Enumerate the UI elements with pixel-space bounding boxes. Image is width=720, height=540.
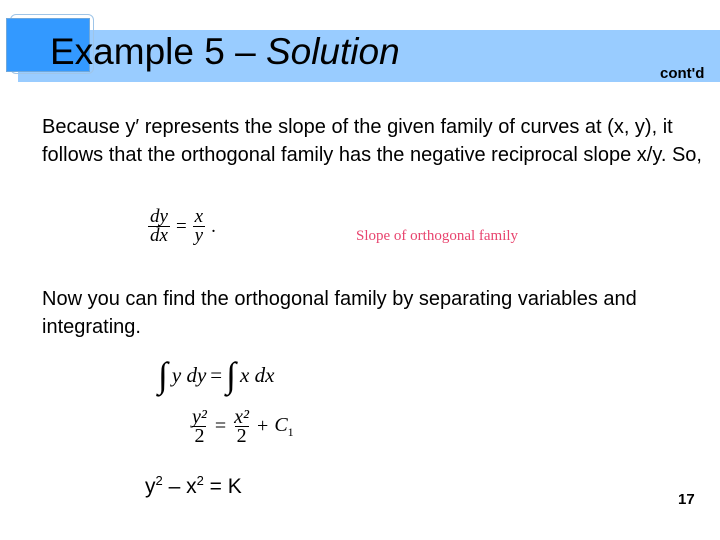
result-y: y <box>145 475 156 498</box>
equals-sign: = <box>175 215 187 237</box>
fraction-numerator: x <box>194 206 204 227</box>
page-number: 17 <box>678 491 695 508</box>
result-exponent-2: 2 <box>196 473 204 488</box>
fraction-denominator: 2 <box>236 425 247 447</box>
fraction-denominator: 2 <box>194 425 205 447</box>
integrand-left: y dy <box>171 362 207 387</box>
result-equals-k: = K <box>203 475 242 498</box>
fraction-numerator: y² <box>192 406 207 428</box>
equation-result <box>145 473 242 499</box>
period: . <box>211 215 216 237</box>
equals-sign: = <box>214 415 227 437</box>
slope-annotation: Slope of orthogonal family <box>356 228 519 244</box>
fraction-denominator: y <box>194 225 204 246</box>
integral-sign: ∫ <box>226 355 236 395</box>
equation-slope <box>148 208 216 245</box>
fraction-dy-dx <box>148 208 170 245</box>
slide-title-sub: Solution <box>265 31 400 72</box>
continued-label: cont'd <box>660 65 705 82</box>
fraction-x-y <box>193 208 205 245</box>
fraction-denominator: dx <box>150 225 168 246</box>
integral-sign: ∫ <box>158 355 168 395</box>
plus-sign: + <box>257 415 269 437</box>
slide-title <box>50 28 400 76</box>
result-exponent-1: 2 <box>155 473 163 488</box>
constant-letter: C <box>274 413 288 436</box>
constant-subscript: 1 <box>287 424 294 439</box>
equals-sign: = <box>210 362 223 387</box>
fraction-numerator: x² <box>234 406 250 428</box>
fraction-y2-2 <box>190 408 209 445</box>
slide-title-main: Example 5 – <box>50 31 266 72</box>
result-minus-x: – x <box>162 475 197 498</box>
paragraph-2: Now you can find the orthogonal family by separating variables and integrating. <box>42 288 637 338</box>
fraction-numerator: dy <box>150 206 168 227</box>
equation-integral <box>158 355 274 395</box>
constant-c1 <box>274 414 293 440</box>
paragraph-1: Because y′ represents the slope of the given family of curves at (x, y), it follows that the orthogonal family has the negative reciprocal slope x/y. So, <box>42 116 702 166</box>
integrand-right: x dx <box>240 362 275 387</box>
fraction-x2-2 <box>232 408 251 445</box>
equation-integrated <box>190 408 294 445</box>
